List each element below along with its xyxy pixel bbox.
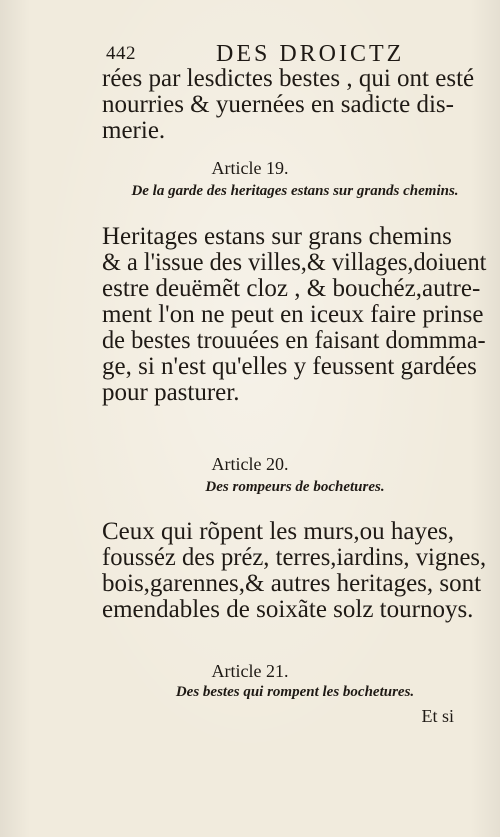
text-line: emendables de soixãte solz tournoys.: [102, 596, 474, 623]
article-19-rubric: De la garde des heritages estans sur grands chemins.: [131, 183, 459, 199]
article-20-rubric: Des rompeurs de bochetures.: [205, 479, 385, 495]
text-line: bois,garennes,& autres heritages, sont: [102, 570, 482, 597]
text-line: de bestes trouuées en faisant dommma-: [102, 327, 486, 354]
paragraph-continuation: [102, 66, 486, 144]
text-line: Heritages estans sur grans chemins: [102, 223, 452, 250]
paragraph-article-19: [102, 224, 486, 406]
text-line: fousséz des préz, terres,iardins, vignes,: [102, 544, 487, 571]
text-line: pour pasturer.: [102, 379, 240, 406]
page-number: 442: [106, 43, 136, 64]
article-21-rubric: Des bestes qui rompent les bochetures.: [175, 684, 415, 700]
text-line: ge, si n'est qu'elles y feussent gardées: [102, 353, 477, 380]
article-20-heading: Article 20.: [211, 454, 289, 474]
text-line: estre deuëmẽt cloz , & bouchéz,autre-: [102, 275, 481, 302]
text-line: Ceux qui rõpent les murs,ou hayes,: [102, 518, 455, 545]
text-line: & a l'issue des villes,& villages,doiuent: [102, 249, 487, 276]
text-line: nourries & yuernées en sadicte dis-: [102, 91, 454, 118]
page-header: [106, 41, 452, 67]
text-line: merie.: [102, 117, 166, 144]
text-line: rées par lesdictes bestes , qui ont esté: [102, 65, 475, 92]
article-21-heading: Article 21.: [211, 661, 289, 681]
text-line: ment l'on ne peut en iceux faire prinse: [102, 301, 484, 328]
catchword: Et si: [421, 706, 454, 726]
article-19-heading: Article 19.: [211, 158, 289, 178]
running-head: DES DROICTZ: [216, 41, 405, 67]
paragraph-article-20: [102, 519, 486, 623]
